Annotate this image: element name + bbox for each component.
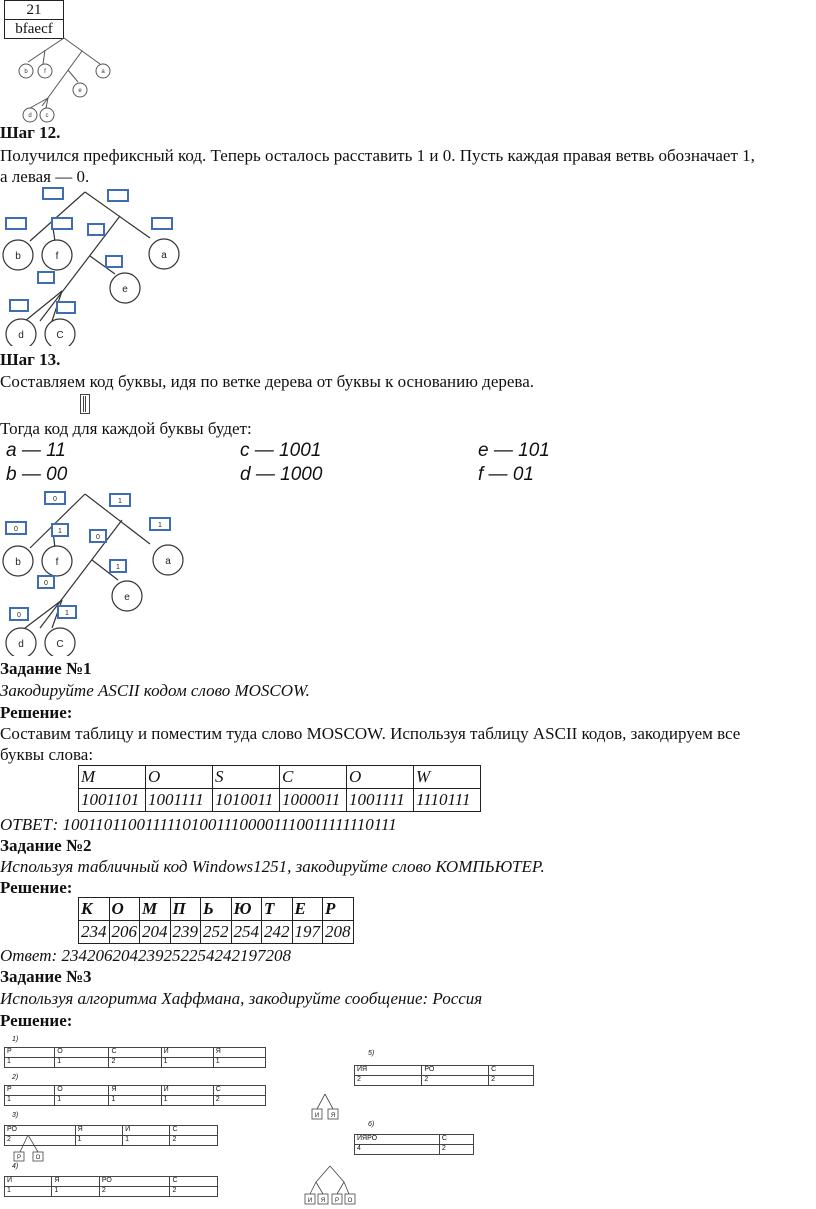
task3-prompt: Используя алгоритма Хаффмана, закодируйте сообщение: Россия xyxy=(0,989,483,1008)
code-a: a — 11 xyxy=(6,440,66,461)
node-e: e xyxy=(122,284,128,295)
node-b: b xyxy=(24,69,28,75)
svg-text:1: 1 xyxy=(58,528,62,535)
node-d: d xyxy=(18,330,24,341)
step12-text1: Получился префиксный код. Теперь осталось расставить 1 и 0. Пусть каждая правая ветвь обозначает 1, xyxy=(0,146,755,165)
task1-title: Задание №1 xyxy=(0,659,92,678)
node-b: b xyxy=(15,557,21,568)
svg-text:1: 1 xyxy=(65,610,69,617)
step13-text2: Тогда код для каждой буквы будет: xyxy=(0,419,252,438)
huffman-table-2: Р О Я И С 1 1 1 1 2 xyxy=(4,1085,266,1106)
task1-text1: Составим таблицу и поместим туда слово MOSCOW. Используя таблицу ASCII кодов, закодируем все xyxy=(0,724,741,743)
node-f: f xyxy=(55,557,59,568)
node-b: b xyxy=(15,251,21,262)
node-C: C xyxy=(56,639,64,650)
task2-prompt: Используя табличный код Windows1251, закодируйте слово КОМПЬЮТЕР. xyxy=(0,857,545,876)
code-c: c — 1001 xyxy=(240,440,322,461)
huffman-table-1: Р О С И Я 1 1 2 1 1 xyxy=(4,1047,266,1068)
step13-title: Шаг 13. xyxy=(0,350,61,369)
svg-text:Я: Я xyxy=(330,1113,336,1119)
ascii-table xyxy=(78,765,481,812)
huffman-mini-tree-ro xyxy=(8,1132,48,1164)
table-row: К О М П Ь Ю Т Е Р xyxy=(79,898,354,921)
node-a: a xyxy=(165,556,171,567)
task2-answer: Ответ: 234206204239252254242197208 xyxy=(0,946,291,965)
code-d: d — 1000 xyxy=(240,464,323,485)
huffman-table-3: РО Я И С 2 1 1 2 xyxy=(4,1125,218,1146)
node-a: a xyxy=(101,69,105,75)
huffman-step-1-label: 1) xyxy=(12,1036,19,1043)
svg-text:И: И xyxy=(307,1198,313,1204)
task1-prompt: Закодируйте ASCII кодом слово MOSCOW. xyxy=(0,681,310,700)
table-row: M O S C O W xyxy=(79,766,481,789)
node-d: d xyxy=(18,639,24,650)
node-d: d xyxy=(28,113,32,119)
huffman-step-3-label: 3) xyxy=(12,1112,19,1119)
node-e: e xyxy=(78,88,82,94)
svg-text:1: 1 xyxy=(116,564,120,571)
task1-solution-label: Решение: xyxy=(0,703,73,722)
code-f: f — 01 xyxy=(478,464,534,485)
tree-empty-labels xyxy=(0,186,200,346)
code-e: e — 101 xyxy=(478,440,550,461)
svg-text:1: 1 xyxy=(118,498,122,505)
svg-text:1: 1 xyxy=(158,522,162,529)
top-box-count: 21 xyxy=(5,1,63,20)
svg-text:0: 0 xyxy=(44,580,48,587)
svg-text:0: 0 xyxy=(96,534,100,541)
task2-solution-label: Решение: xyxy=(0,878,73,897)
task1-text2: буквы слова: xyxy=(0,745,94,764)
tree-with-bits xyxy=(0,488,200,656)
step12-title: Шаг 12. xyxy=(0,123,61,142)
task1-answer: ОТВЕТ: 100110110011111010011100001110011111110111 xyxy=(0,815,397,834)
top-box-letters: bfaecf xyxy=(15,21,53,37)
table-row: 234 206 204 239 252 254 242 197 208 xyxy=(79,921,354,944)
task3-solution-label: Решение: xyxy=(0,1011,73,1030)
code-b: b — 00 xyxy=(6,464,68,485)
svg-text:0: 0 xyxy=(53,496,57,503)
step13-text1: Составляем код буквы, идя по ветке дерева от буквы к основанию дерева. xyxy=(0,372,535,391)
svg-text:Я: Я xyxy=(320,1198,326,1204)
task3-title: Задание №3 xyxy=(0,967,92,986)
task2-title: Задание №2 xyxy=(0,836,92,855)
svg-text:О: О xyxy=(347,1198,353,1204)
huffman-table-4: И Я РО С 1 1 2 2 xyxy=(4,1176,218,1197)
node-f: f xyxy=(44,69,46,75)
node-a: a xyxy=(161,250,167,261)
huffman-step-6-label: 6) xyxy=(368,1121,375,1128)
huffman-mini-tree-iya xyxy=(305,1092,345,1122)
huffman-table-6: ИЯРО С 4 2 xyxy=(354,1134,474,1155)
huffman-step-5-label: 5) xyxy=(368,1050,375,1057)
svg-text:Р: Р xyxy=(16,1155,22,1161)
huffman-step-4-label: 4) xyxy=(12,1163,19,1170)
step12-text2: а левая — 0. xyxy=(0,167,90,186)
svg-text:И: И xyxy=(314,1113,320,1119)
huffman-table-5: ИЯ РО С 2 2 2 xyxy=(354,1065,534,1086)
node-f: f xyxy=(55,251,59,262)
table-row: 1001101 1001111 1010011 1000011 1001111 1110111 xyxy=(79,789,481,812)
svg-text:О: О xyxy=(35,1155,41,1161)
node-C: C xyxy=(56,330,64,341)
huffman-step-2-label: 2) xyxy=(12,1074,19,1081)
node-c: c xyxy=(45,113,49,119)
small-tree-diagram xyxy=(0,36,130,126)
svg-text:0: 0 xyxy=(14,526,18,533)
top-summary-box xyxy=(4,0,64,39)
cursor-mark xyxy=(80,394,90,414)
node-e: e xyxy=(124,592,130,603)
svg-text:Р: Р xyxy=(334,1198,340,1204)
svg-text:0: 0 xyxy=(17,612,21,619)
huffman-mini-tree-iyaro xyxy=(298,1164,362,1208)
windows1251-table xyxy=(78,897,354,944)
